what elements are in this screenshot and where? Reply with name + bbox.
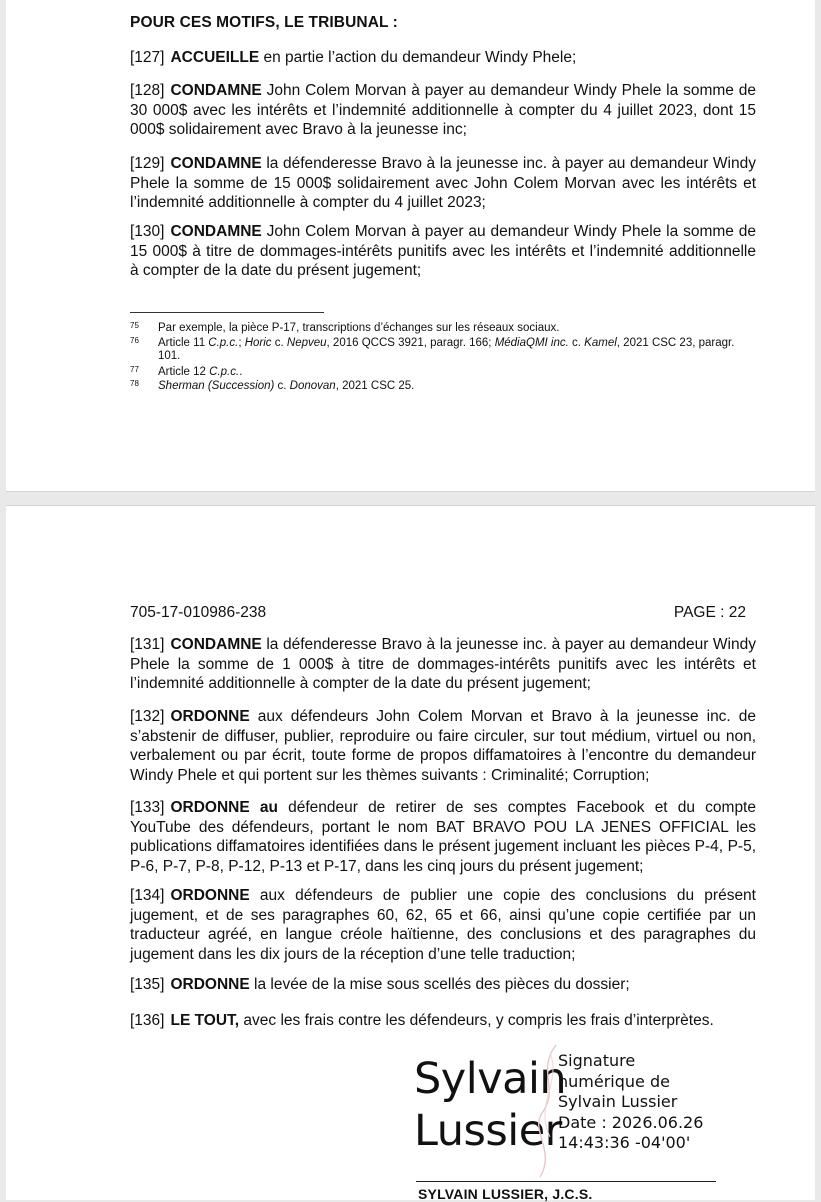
footnote-text: Par exemple, la pièce P-17, transcriptions d’échanges sur les réseaux sociaux. xyxy=(158,322,560,334)
footnote-text: Sherman (Succession) c. Donovan, 2021 CSC 25. xyxy=(158,380,415,392)
paragraph-keyword: CONDAMNE xyxy=(170,82,262,99)
paragraph-text: John Colem Morvan à payer au demandeur Windy Phele la somme de 30 000$ avec les intérêts et l’indemnité additionnelle à compter du 4 juillet 2023, dont 15 000$ solidairement avec Bravo à la jeunesse inc; xyxy=(130,82,756,139)
footnote-78 xyxy=(130,380,750,393)
paragraph-number: [128] xyxy=(130,82,165,99)
footnote-number: 75 xyxy=(130,321,139,330)
paragraph-text: aux défendeurs John Colem Morvan et Bravo à la jeunesse inc. de s’abstenir de diffuser, publier, reproduire ou faire circuler, sur tout médium, virtuel ou non, verbalement ou par écrit, toute forme de propos diffamatoires à l’encontre du demandeur Windy Phele et qui portent sur les thèmes suivants : Criminalité; Corruption; xyxy=(130,708,756,784)
footnote-separator xyxy=(130,312,324,313)
paragraph-keyword: ORDONNE au xyxy=(170,799,278,816)
paragraph-number: [134] xyxy=(130,887,165,904)
footnote-number: 77 xyxy=(130,365,139,374)
paragraph-131 xyxy=(130,635,756,694)
document-page-lower xyxy=(6,505,815,1200)
paragraph-number: [130] xyxy=(130,223,165,240)
paragraph-keyword: ORDONNE xyxy=(170,976,250,993)
paragraph-text: la défenderesse Bravo à la jeunesse inc. à payer au demandeur Windy Phele la somme de 15 000$ solidairement avec John Colem Morvan avec les intérêts et l’indemnité additionnelle à compter du 4 juillet 2023; xyxy=(130,155,756,212)
case-number: 705-17-010986-238 xyxy=(130,604,267,621)
footnote-76 xyxy=(130,337,750,364)
signature-detail-line: numérique de xyxy=(558,1071,670,1091)
footnote-77 xyxy=(130,366,750,379)
signature-detail-line: Signature xyxy=(558,1051,636,1070)
paragraph-127 xyxy=(130,48,756,68)
paragraph-text: John Colem Morvan à payer au demandeur Windy Phele la somme de 15 000$ à titre de dommages-intérêts punitifs avec les intérêts et l’indemnité additionnelle à compter de la date du présent jugement; xyxy=(130,223,756,280)
paragraph-134 xyxy=(130,886,756,964)
signature-line xyxy=(416,1181,716,1182)
footnote-text: Article 12 C.p.c.. xyxy=(158,366,243,378)
paragraph-128 xyxy=(130,81,756,140)
page-number: PAGE : 22 xyxy=(673,604,746,621)
paragraph-keyword: CONDAMNE xyxy=(170,636,262,653)
footnote-number: 76 xyxy=(130,336,139,345)
paragraph-135 xyxy=(130,975,756,995)
paragraph-keyword: ORDONNE xyxy=(170,708,250,725)
paragraph-132 xyxy=(130,707,756,785)
footnote-text: Article 11 C.p.c.; Horic c. Nepveu, 2016 QCCS 3921, paragr. 166; MédiaQMI inc. c. Kamel, 2021 CSC 23, paragr. 101. xyxy=(158,337,735,363)
paragraph-text: défendeur de retirer de ses comptes Facebook et du compte YouTube des défendeurs, portant le nom BAT BRAVO POU LA JENES OFFICIAL les publications diffamatoires identifiées dans le présent jugement incluant les pièces P-4, P-5, P-6, P-7, P-8, P-12, P-13 et P-17, dans les cinq jours du présent jugement; xyxy=(130,799,756,875)
paragraph-number: [127] xyxy=(130,49,165,66)
digital-signature xyxy=(406,1039,726,1202)
signature-name-first: Sylvain xyxy=(414,1054,567,1104)
paragraph-number: [136] xyxy=(130,1012,165,1029)
paragraph-text: aux défendeurs de publier une copie des conclusions du présent jugement, et de ses paragraphes 60, 62, 65 et 66, ainsi qu’une copie certifiée par un traducteur agréé, en langue créole haïtienne, des conclusions et des paragraphes du jugement dans les dix jours de la réception d’une telle traduction; xyxy=(130,887,756,963)
paragraph-number: [135] xyxy=(130,976,165,993)
paragraph-number: [131] xyxy=(130,636,165,653)
paragraph-keyword: ACCUEILLE xyxy=(170,49,260,66)
signature-detail-line: 14:43:36 -04'00' xyxy=(558,1133,691,1152)
paragraph-number: [133] xyxy=(130,799,165,816)
paragraph-130 xyxy=(130,222,756,281)
paragraph-keyword: ORDONNE xyxy=(170,887,250,904)
signature-detail-line: Sylvain Lussier xyxy=(558,1092,678,1111)
paragraph-number: [129] xyxy=(130,155,165,172)
paragraph-keyword: LE TOUT, xyxy=(170,1012,240,1029)
paragraph-136 xyxy=(130,1011,756,1031)
document-page-upper xyxy=(6,0,815,492)
paragraph-keyword: CONDAMNE xyxy=(170,223,262,240)
section-heading: POUR CES MOTIFS, LE TRIBUNAL : xyxy=(130,14,398,31)
paragraph-text: la défenderesse Bravo à la jeunesse inc. à payer au demandeur Windy Phele la somme de 1 000$ à titre de dommages-intérêts punitifs avec les intérêts et l’indemnité additionnelle à compter de la date du présent jugement; xyxy=(130,636,756,693)
paragraph-133 xyxy=(130,798,756,876)
footnote-number: 78 xyxy=(130,379,139,388)
paragraph-number: [132] xyxy=(130,708,165,725)
signature-details xyxy=(558,1051,703,1154)
footnote-75 xyxy=(130,322,750,335)
paragraph-text: avec les frais contre les défendeurs, y compris les frais d’interprètes. xyxy=(239,1012,714,1029)
signature-name-last: Lussier xyxy=(414,1106,562,1156)
paragraph-129 xyxy=(130,154,756,213)
signature-caption: SYLVAIN LUSSIER, J.C.S. xyxy=(418,1186,593,1202)
paragraph-keyword: CONDAMNE xyxy=(170,155,262,172)
signature-detail-line: Date : 2026.06.26 xyxy=(558,1112,704,1132)
paragraph-text: en partie l’action du demandeur Windy Phele; xyxy=(259,49,577,66)
paragraph-text: la levée de la mise sous scellés des pièces du dossier; xyxy=(249,976,630,993)
